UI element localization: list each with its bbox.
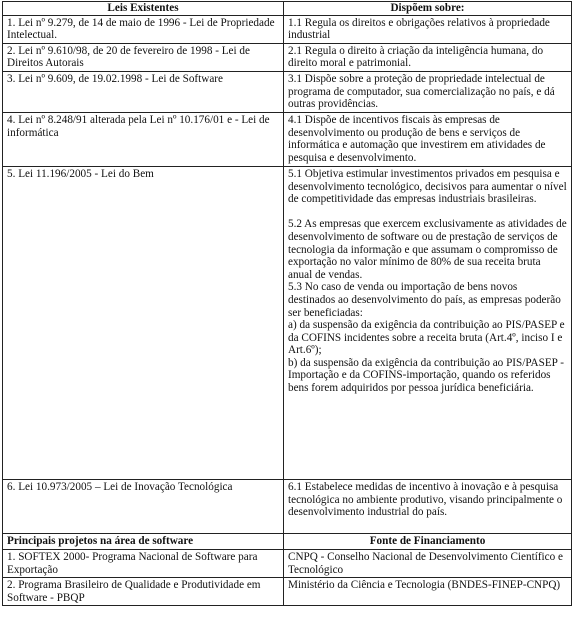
header-funding-source: Fonte de Financiamento [284, 533, 572, 549]
table-row [3, 166, 572, 479]
law-name: 2. Lei nº 9.610/98, de 20 de fevereiro de 1998 - Lei de Direitos Autorais [3, 43, 284, 71]
law-name: 5. Lei 11.196/2005 - Lei do Bem [3, 166, 284, 479]
law-description: 3.1 Dispõe sobre a proteção de propriedade intelectual de programa de computador, sua comercialização no país, e dá outras providências. [284, 71, 572, 112]
laws-table [2, 1, 572, 606]
law-description: 4.1 Dispõe de incentivos fiscais às empresas de desenvolvimento ou produção de bens e serviços de informática e automação que investirem em atividades de pesquisa e desenvolvimento. [284, 112, 572, 166]
law-name: 3. Lei nº 9.609, de 19.02.1998 - Lei de Software [3, 71, 284, 112]
law-description: 6.1 Estabelece medidas de incentivo à inovação e à pesquisa tecnológica no ambiente produtivo, visando principalmente o desenvolvimento industrial do país. [284, 479, 572, 533]
table-row [3, 15, 572, 43]
table-row [3, 479, 572, 533]
law-description: 5.1 Objetiva estimular investimentos privados em pesquisa e desenvolvimento tecnológico, decisivos para aumentar o nível de competitividade das empresas industriais brasileiras. 5.2 As empresas que exercem exclusivamente as atividades de desenvolvimento de software ou de prestação de serviços de tecnologia da informação e que assumam o compromisso de exportação no valor mínimo de 80% de sua receita bruta anual de vendas. 5.3 No caso de venda ou importação de bens novos destinados ao desenvolvimento do país, as empresas poderão ser beneficiadas: a) da suspensão da exigência da contribuição ao PIS/PASEP e da COFINS incidentes sobre a receita bruta (Art.4º, inciso I e Art.6º); b) da suspensão da exigência da contribuição ao PIS/PASEP - Importação e da COFINS-importação, quando os referidos bens forem adquiridos por pessoa jurídica beneficiária. [284, 166, 572, 479]
header-provisions: Dispõem sobre: [284, 2, 572, 16]
law-name: 1. Lei nº 9.279, de 14 de maio de 1996 - Lei de Propriedade Intelectual. [3, 15, 284, 43]
law-description: 2.1 Regula o direito à criação da inteligência humana, do direito moral e patrimonial. [284, 43, 572, 71]
table-row [3, 549, 572, 577]
funding-source: Ministério da Ciência e Tecnologia (BNDES-FINEP-CNPQ) [284, 578, 572, 606]
table-row [3, 112, 572, 166]
header-laws: Leis Existentes [3, 2, 284, 16]
project-name: 1. SOFTEX 2000- Programa Nacional de Software para Exportação [3, 549, 284, 577]
funding-source: CNPQ - Conselho Nacional de Desenvolvimento Científico e Tecnológico [284, 549, 572, 577]
table-row [3, 578, 572, 606]
table-row [3, 71, 572, 112]
law-name: 6. Lei 10.973/2005 – Lei de Inovação Tecnológica [3, 479, 284, 533]
law-description: 1.1 Regula os direitos e obrigações relativos à propriedade industrial [284, 15, 572, 43]
header-projects: Principais projetos na área de software [3, 533, 284, 549]
law-name: 4. Lei nº 8.248/91 alterada pela Lei nº 10.176/01 e - Lei de informática [3, 112, 284, 166]
table-header-row [3, 2, 572, 16]
projects-header-row [3, 533, 572, 549]
table-row [3, 43, 572, 71]
project-name: 2. Programa Brasileiro de Qualidade e Produtividade em Software - PBQP [3, 578, 284, 606]
